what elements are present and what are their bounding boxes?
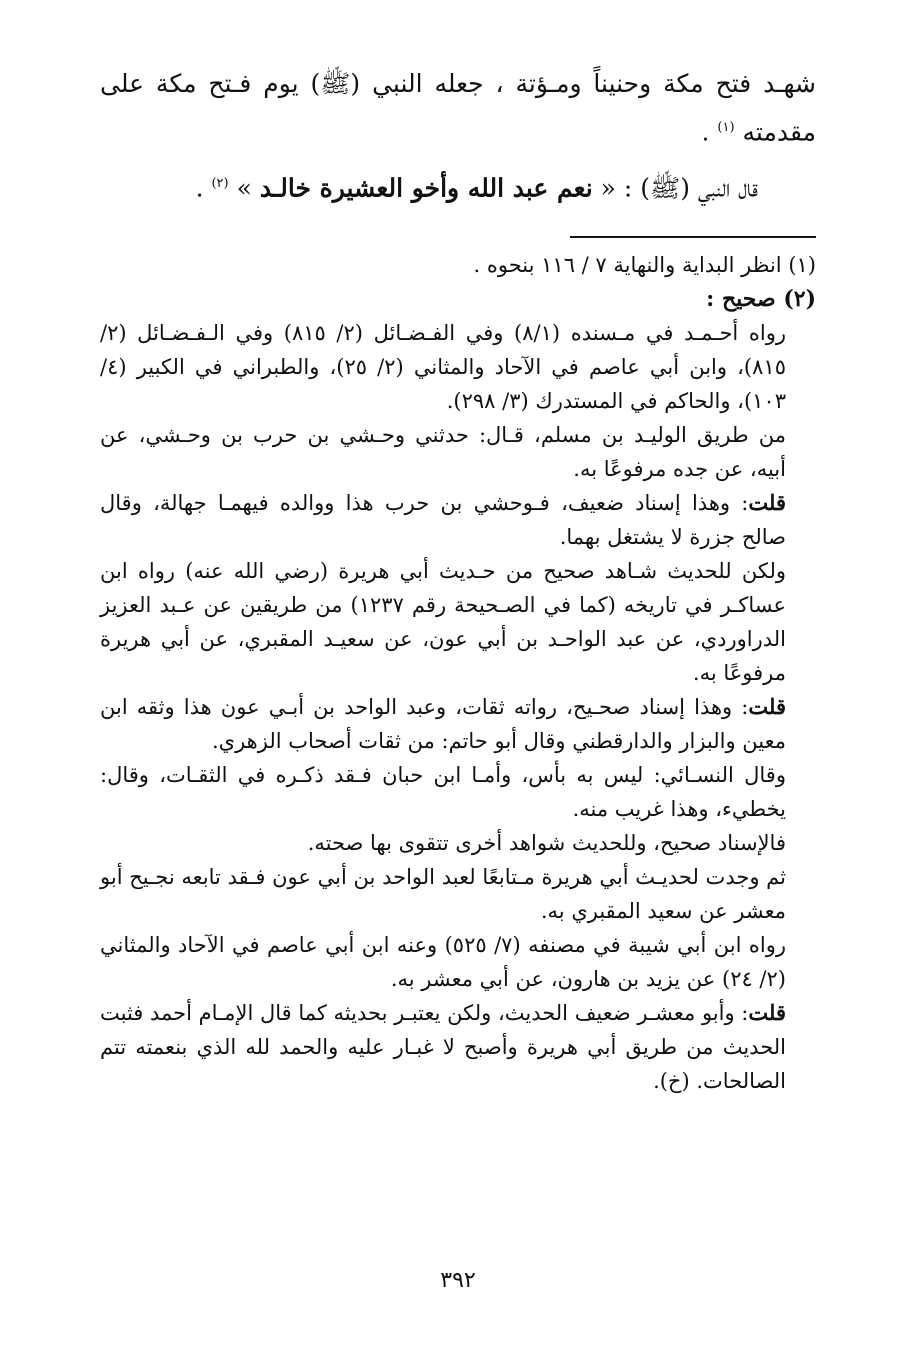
footnote-block: [100, 486, 786, 554]
footnote-block: فالإسناد صحيح، وللحديث شواهد أخرى تتقوى بها صحته.: [307, 831, 786, 855]
footnote-block: وقال النسـائي: ليس به بأس، وأمـا ابن حبان فـقد ذكـره في الثقـات، وقال: يخطيء، وهذا غريب منه.: [100, 763, 786, 821]
footnote-2-label: (٢) صحيح :: [706, 286, 816, 312]
footnote-separator: [570, 236, 816, 238]
footnote-block: رواه ابن أبي شيبة في مصنفه (٧/ ٥٢٥) وعنه ابن أبي عاصم في الآحاد والمثاني (٢/ ٢٤) عن يزيد بن هارون، عن أبي معشر به.: [100, 933, 786, 991]
block-text: : وأبو معشـر ضعيف الحديث، ولكن يعتبـر بحديثه كما قال الإمـام أحمد فثبت الحديث من طريق أبي هريرة وأصبح لا غبـار عليه والحمد لله الذي بنعمته تتم الصالحات. (خ).: [100, 1001, 786, 1093]
hadith-quote: [100, 162, 816, 210]
footnote-ref-1: (١): [717, 120, 735, 135]
qultu-label: قلت: [748, 1000, 786, 1025]
quote-close: »: [236, 173, 260, 203]
quote-intro: قال النبي (ﷺ) : «: [592, 173, 758, 203]
quote-end: .: [195, 173, 212, 203]
footnote-1: (١) انظر البداية والنهاية ٧ / ١١٦ بنحوه .: [473, 253, 816, 277]
footnote-block: رواه أحـمـد في مـسنده (٨/١) وفي الفـضـائل (٢/ ٨١٥) وفي الـفـضـائل (٢/ ٨١٥)، وابن أبي عاصم في الآحاد والمثاني (٢/ ٢٥)، والطبراني في الكبير (٤/ ١٠٣)، والحاكم في المستدرك (٣/ ٢٩٨).: [100, 321, 786, 413]
footnote-block: من طريق الوليـد بن مسلم، قـال: حدثني وحـشي بن حرب بن وحـشي، عن أبيه، عن جده مرفوعًا به.: [100, 423, 786, 481]
block-text: : وهذا إسناد ضعيف، فـوحشي بن حرب هذا ووالده فيهمـا جهالة، وقال صالح جزرة لا يشتغل بهما.: [100, 491, 786, 549]
main-text: [100, 62, 816, 211]
footnote-block: ولكن للحديث شـاهد صحيح من حـديث أبي هريرة (رضي الله عنه) رواه ابن عساكـر في تاريخه (كما في الصـحيحة رقم ١٢٣٧) من طريقين عن عـبد العزيز الدراوردي، عن عبد الواحـد بن أبي عون، عن سعيـد المقبري، عن أبي هريرة مرفوعًا به.: [100, 559, 786, 685]
footnotes: [100, 248, 816, 1098]
footnote-ref-2: (٢): [211, 176, 229, 192]
main-paragraph: [100, 62, 816, 154]
paragraph-end: .: [701, 117, 718, 147]
paragraph-text: شهـد فتح مكة وحنيناً ومـؤتة ، جعله النبي (ﷺ) يوم فـتح مكة على مقدمته: [100, 69, 816, 147]
hadith-text: نعم عبد الله وأخو العشيرة خالـد: [259, 173, 593, 203]
footnote-block: [100, 690, 786, 758]
block-text: : وهذا إسناد صحـيح، رواته ثقات، وعبد الواحد بن أبـي عون هذا وثقه ابن معين والبزار والدارقطني وقال أبو حاتم: من ثقات أصحاب الزهري.: [100, 695, 786, 753]
qultu-label: قلت: [748, 490, 786, 515]
footnote-block: [100, 996, 786, 1098]
qultu-label: قلت: [748, 694, 786, 719]
page-number: ٣٩٢: [440, 1268, 476, 1293]
footnote-block: ثم وجدت لحديـث أبي هريرة مـتابعًا لعبد الواحد بن أبي عون فـقد تابعه نجـيح أبو معشر عن سعيد المقبري به.: [100, 865, 786, 923]
